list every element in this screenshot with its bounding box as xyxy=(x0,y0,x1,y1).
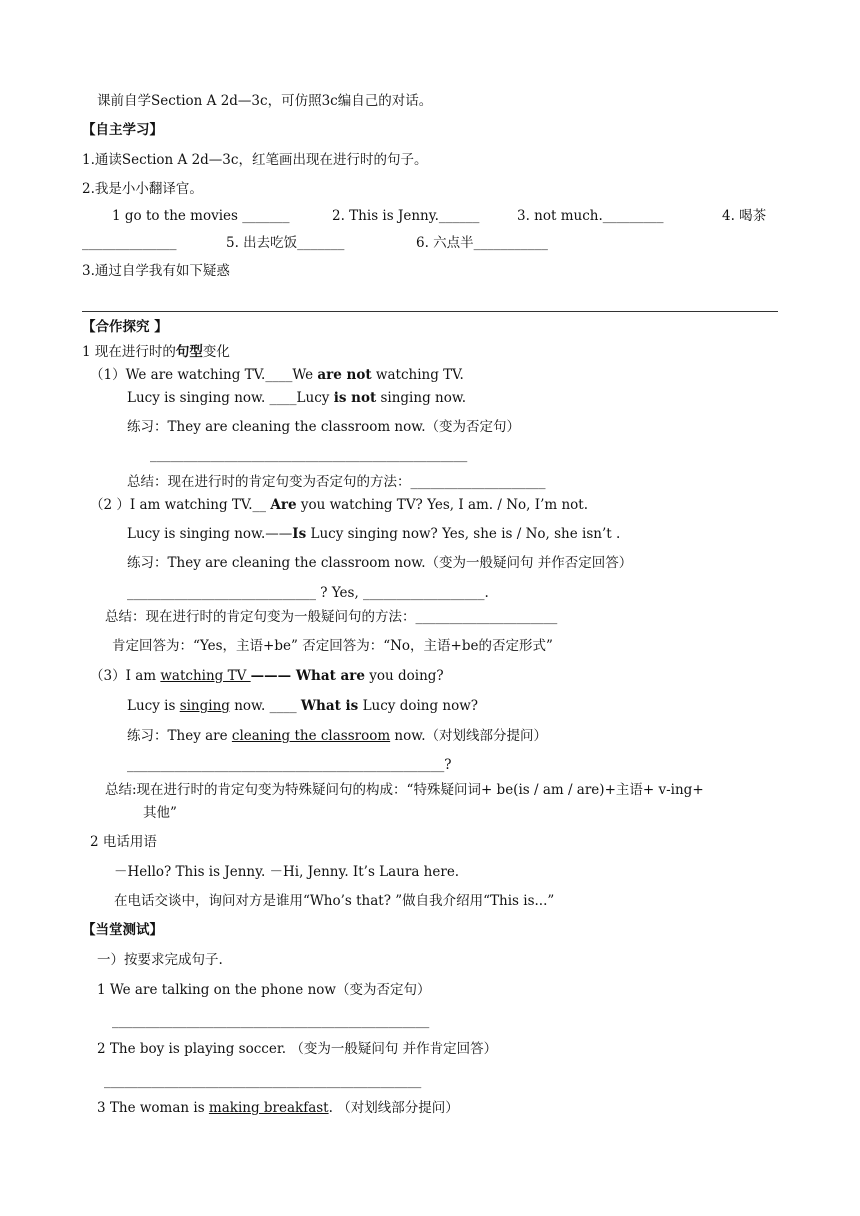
test-q1: 1 We are talking on the phone now（变为否定句） xyxy=(97,982,431,998)
translate-3: 3. not much._________ xyxy=(517,208,664,224)
p2-l2-b: Is xyxy=(292,526,307,542)
p1-l1-c: watching TV. xyxy=(371,367,464,383)
p3-l1-c: are xyxy=(340,668,365,684)
p1-l1-b: are not xyxy=(317,367,372,383)
translate-4-blank: ______________ xyxy=(82,235,177,251)
p2-practice: 练习：They are cleaning the classroom now.（变为一般疑问句 并作否定回答） xyxy=(127,555,633,571)
p1-l2-a: Lucy is singing now. ____Lucy xyxy=(127,390,334,406)
p1-summary: 总结：现在进行时的肯定句变为否定句的方法：____________________ xyxy=(127,474,546,490)
p2-l2-a: Lucy is singing now.—— xyxy=(127,526,293,542)
p2-answer-blank: ____________________________ ? Yes, __________________. xyxy=(127,585,489,601)
p2-l2-c: Lucy singing now? Yes, she is / No, she isn’t . xyxy=(306,526,621,542)
intro-line: 课前自学Section A 2d—3c，可仿照3c编自己的对话。 xyxy=(97,93,433,109)
p2-line-2 xyxy=(127,525,620,543)
test-q3-underlined: making breakfast xyxy=(208,1100,329,1116)
translate-5: 5. 出去吃饭_______ xyxy=(226,235,345,251)
test-q1-blank: _______________________________________________ xyxy=(112,1013,430,1029)
translate-4: 4. 喝茶 xyxy=(722,208,767,224)
self-study-item-1: 1.通读Section A 2d—3c，红笔画出现在进行时的句子。 xyxy=(82,152,428,168)
p2-line-1 xyxy=(90,496,588,514)
p3-practice-b: now.（对划线部分提问） xyxy=(390,728,547,744)
coop-title-bold: 句型 xyxy=(175,344,203,360)
coop-heading: 【合作探究 】 xyxy=(82,319,168,335)
coop-title-post: 变化 xyxy=(202,344,230,360)
test-q2: 2 The boy is playing soccer. （变为一般疑问句 并作肯定回答） xyxy=(97,1041,498,1057)
self-study-heading: 【自主学习】 xyxy=(82,122,163,138)
test-q2-blank: _______________________________________________ xyxy=(104,1073,422,1089)
translate-2: 2. This is Jenny.______ xyxy=(332,208,480,224)
test-q3 xyxy=(97,1099,459,1117)
coop-title-pre: 1 现在进行时的 xyxy=(82,344,176,360)
p3-l2-c: What is xyxy=(300,698,359,714)
p2-l1-b: Are xyxy=(270,497,297,513)
p3-practice-a: 练习：They are xyxy=(127,728,232,744)
p3-l1-a: （3）I am xyxy=(90,668,161,684)
p3-l2-a: Lucy is xyxy=(127,698,180,714)
p3-practice xyxy=(127,727,547,745)
translate-6: 6. 六点半___________ xyxy=(416,235,548,251)
test-heading: 【当堂测试】 xyxy=(82,922,163,938)
p3-l2-d: Lucy doing now? xyxy=(358,698,479,714)
phone-title: 2 电话用语 xyxy=(90,834,157,850)
divider-line xyxy=(82,311,778,312)
p3-summary-1: 总结:现在进行时的肯定句变为特殊疑问句的构成：“特殊疑问词+ be(is / am / are)+主语+ v-ing+ xyxy=(105,782,704,798)
p2-summary: 总结：现在进行时的肯定句变为一般疑问句的方法：_____________________ xyxy=(105,609,558,625)
test-q3-b: . （对划线部分提问） xyxy=(328,1100,459,1116)
p1-answer-blank: _______________________________________________ xyxy=(150,447,468,463)
test-q3-a: 3 The woman is xyxy=(97,1100,209,1116)
p3-line-1 xyxy=(90,667,444,685)
p1-line-1 xyxy=(90,366,464,384)
p3-l2-underlined: singing xyxy=(179,698,230,714)
phone-dialog: －Hello? This is Jenny. －Hi, Jenny. It’s Laura here. xyxy=(114,864,460,880)
p3-l1-b: ——— What xyxy=(250,668,341,684)
p3-practice-underlined: cleaning the classroom xyxy=(231,728,391,744)
p1-line-2 xyxy=(127,389,466,407)
p2-answers: 肯定回答为：“Yes，主语+be” 否定回答为：“No，主语+be的否定形式” xyxy=(112,638,553,654)
p1-l2-b: is not xyxy=(333,390,377,406)
p1-practice: 练习：They are cleaning the classroom now.（变为否定句） xyxy=(127,419,520,435)
p2-l1-a: （2 ）I am watching TV.__ xyxy=(90,497,271,513)
p3-summary-2: 其他” xyxy=(143,805,177,821)
coop-title xyxy=(82,343,230,361)
p3-answer-blank: _______________________________________________? xyxy=(127,757,452,773)
self-study-item-3: 3.通过自学我有如下疑惑 xyxy=(82,263,230,279)
translate-1: 1 go to the movies _______ xyxy=(112,208,290,224)
p1-l2-c: singing now. xyxy=(376,390,467,406)
p3-l2-b: now. ____ xyxy=(229,698,301,714)
test-sub: 一）按要求完成句子. xyxy=(97,952,223,968)
p1-l1-a: （1）We are watching TV.____We xyxy=(90,367,318,383)
phone-note: 在电话交谈中，询问对方是谁用“Who’s that? ”做自我介绍用“This is...” xyxy=(114,893,555,909)
p3-l1-d: you doing? xyxy=(364,668,444,684)
self-study-item-2: 2.我是小小翻译官。 xyxy=(82,181,203,197)
p3-l1-underlined: watching TV xyxy=(160,668,251,684)
p3-line-2 xyxy=(127,697,478,715)
p2-l1-c: you watching TV? Yes, I am. / No, I’m not. xyxy=(296,497,589,513)
